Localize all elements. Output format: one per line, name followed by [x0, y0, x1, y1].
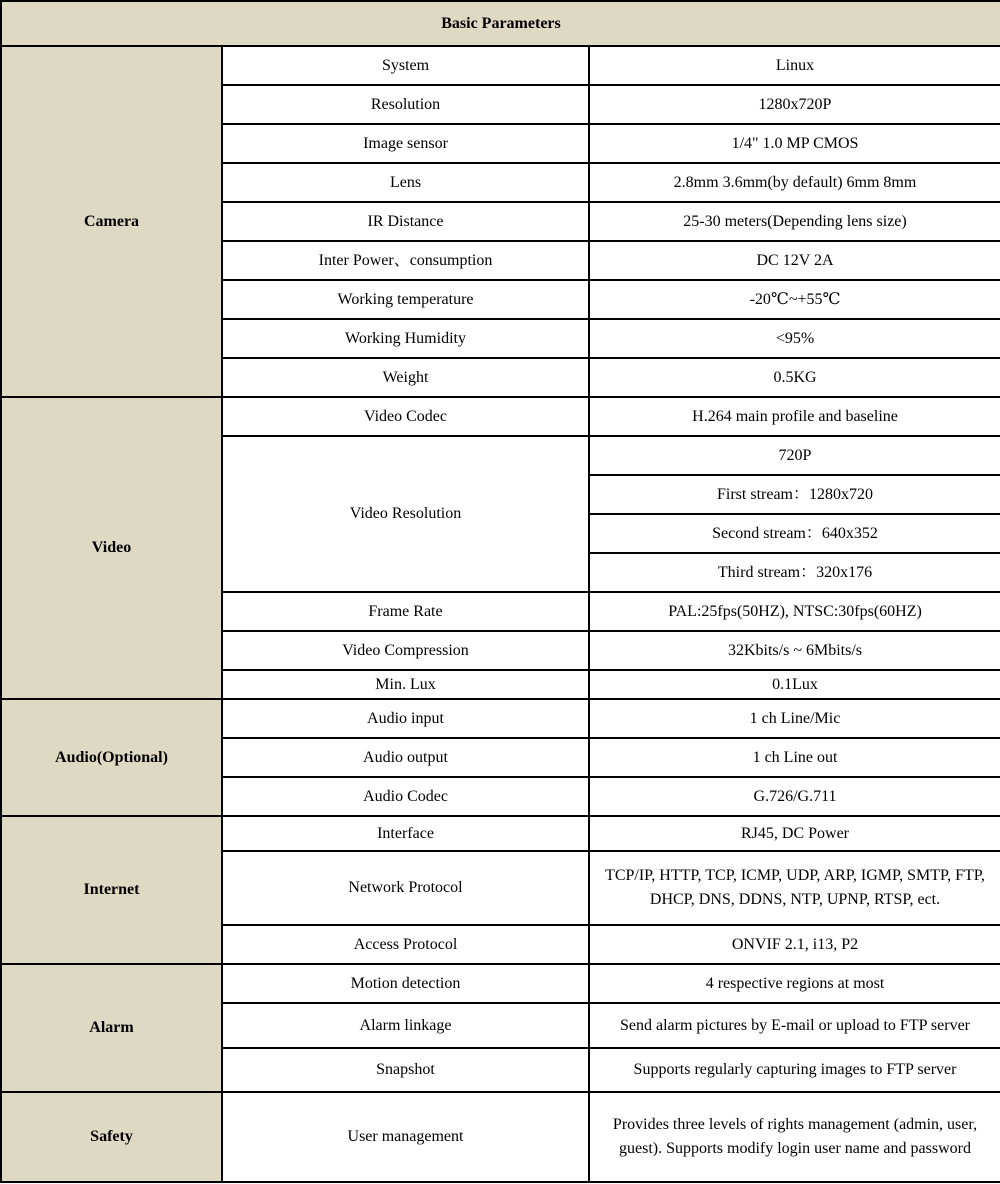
spec-label: Interface	[222, 816, 589, 851]
spec-label: Snapshot	[222, 1048, 589, 1092]
spec-label: Weight	[222, 358, 589, 397]
spec-value: PAL:25fps(50HZ), NTSC:30fps(60HZ)	[589, 592, 1000, 631]
spec-value: 4 respective regions at most	[589, 964, 1000, 1003]
spec-label: Frame Rate	[222, 592, 589, 631]
spec-label: Video Resolution	[222, 436, 589, 592]
spec-label: Network Protocol	[222, 851, 589, 925]
spec-value: 0.5KG	[589, 358, 1000, 397]
spec-label: Min. Lux	[222, 670, 589, 699]
spec-label: Resolution	[222, 85, 589, 124]
spec-value: First stream：1280x720	[589, 475, 1000, 514]
spec-label: Lens	[222, 163, 589, 202]
table-row	[1, 46, 1000, 85]
spec-value: Send alarm pictures by E-mail or upload to FTP server	[589, 1003, 1000, 1048]
category-alarm: Alarm	[1, 964, 222, 1092]
spec-value: Second stream：640x352	[589, 514, 1000, 553]
category-video: Video	[1, 397, 222, 699]
table-row	[1, 1092, 1000, 1182]
spec-value: Provides three levels of rights management (admin, user, guest). Supports modify login user name and password	[589, 1092, 1000, 1182]
spec-value: ONVIF 2.1, i13, P2	[589, 925, 1000, 964]
spec-value: 32Kbits/s ~ 6Mbits/s	[589, 631, 1000, 670]
spec-value: 1 ch Line out	[589, 738, 1000, 777]
spec-label: Inter Power、consumption	[222, 241, 589, 280]
spec-label: Working Humidity	[222, 319, 589, 358]
spec-label: System	[222, 46, 589, 85]
spec-value: DC 12V 2A	[589, 241, 1000, 280]
spec-value: -20℃~+55℃	[589, 280, 1000, 319]
category-audio: Audio(Optional)	[1, 699, 222, 816]
spec-value: <95%	[589, 319, 1000, 358]
spec-value: 720P	[589, 436, 1000, 475]
spec-value: 1 ch Line/Mic	[589, 699, 1000, 738]
spec-value: RJ45, DC Power	[589, 816, 1000, 851]
category-camera: Camera	[1, 46, 222, 397]
table-row	[1, 964, 1000, 1003]
spec-value: G.726/G.711	[589, 777, 1000, 816]
title-row	[1, 1, 1000, 46]
spec-label: Motion detection	[222, 964, 589, 1003]
spec-value: 1/4" 1.0 MP CMOS	[589, 124, 1000, 163]
category-internet: Internet	[1, 816, 222, 964]
spec-value: H.264 main profile and baseline	[589, 397, 1000, 436]
spec-label: Video Compression	[222, 631, 589, 670]
spec-label: Audio Codec	[222, 777, 589, 816]
table-row	[1, 699, 1000, 738]
spec-value: 25-30 meters(Depending lens size)	[589, 202, 1000, 241]
spec-label: Audio output	[222, 738, 589, 777]
spec-value: Supports regularly capturing images to FTP server	[589, 1048, 1000, 1092]
spec-label: User management	[222, 1092, 589, 1182]
table-row	[1, 816, 1000, 851]
spec-label: Image sensor	[222, 124, 589, 163]
spec-label: Access Protocol	[222, 925, 589, 964]
spec-label: Video Codec	[222, 397, 589, 436]
spec-value: Linux	[589, 46, 1000, 85]
category-safety: Safety	[1, 1092, 222, 1182]
spec-value: 0.1Lux	[589, 670, 1000, 699]
table-row	[1, 397, 1000, 436]
spec-label: Working temperature	[222, 280, 589, 319]
spec-value: TCP/IP, HTTP, TCP, ICMP, UDP, ARP, IGMP, SMTP, FTP, DHCP, DNS, DDNS, NTP, UPNP, RTSP, ect.	[589, 851, 1000, 925]
spec-value: Third stream：320x176	[589, 553, 1000, 592]
spec-value: 2.8mm 3.6mm(by default) 6mm 8mm	[589, 163, 1000, 202]
spec-label: Audio input	[222, 699, 589, 738]
spec-label: Alarm linkage	[222, 1003, 589, 1048]
spec-label: IR Distance	[222, 202, 589, 241]
table-title: Basic Parameters	[1, 1, 1000, 46]
spec-value: 1280x720P	[589, 85, 1000, 124]
